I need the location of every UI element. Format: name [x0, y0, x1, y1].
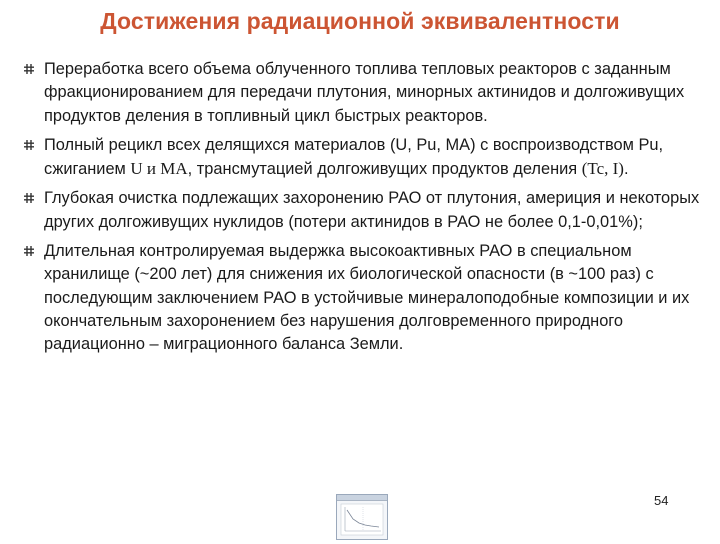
page-number: 54	[654, 493, 669, 508]
bullet-text-serif: U и MA	[130, 159, 188, 179]
bullet-list	[22, 58, 702, 363]
bullet-text: Глубокая очистка подлежащих захоронению РАО от плутония, америция и некоторых других долгоживущих нуклидов (потери актинидов в РАО не более 0,1-0,01%);	[44, 189, 700, 231]
slide-title: Достижения радиационной эквивалентности	[100, 8, 620, 34]
bullet-text-serif: (Tc, I)	[581, 159, 624, 179]
bullet-item-3	[22, 187, 702, 234]
thumbnail-graph-icon	[337, 501, 387, 539]
bullet-text: Полный рецикл всех делящихся материалов (U, Pu, MA) с воспроизводством Pu, сжиганием	[44, 135, 664, 179]
bullet-item-1	[22, 58, 702, 128]
bullet-text: Переработка всего объема облученного топлива тепловых реакторов с заданным фракционированием для передачи плутония, минорных актинидов и долгоживущих продуктов деления в топливный цикл быстрых реакторов.	[44, 60, 685, 125]
bullet-item-2	[22, 134, 702, 182]
bullet-item-4	[22, 240, 702, 356]
bullet-text: , трансмутацией долгоживущих продуктов деления	[187, 160, 582, 179]
bullet-text: Длительная контролируемая выдержка высокоактивных РАО в специальном хранилище (~200 лет) для снижения их биологической опасности (в ~100 раз) с последующим заключением РАО в устойчивые минералоподобные композиции и их окончательным захоронением без нарушения долговременного природного радиационно – миграционного баланса Земли.	[44, 242, 690, 354]
bullet-text: .	[623, 160, 629, 179]
hash-bullet-icon	[23, 63, 35, 75]
hash-bullet-icon	[23, 192, 35, 204]
hash-bullet-icon	[23, 139, 35, 151]
hash-bullet-icon	[23, 245, 35, 257]
chart-thumbnail[interactable]	[336, 494, 388, 540]
